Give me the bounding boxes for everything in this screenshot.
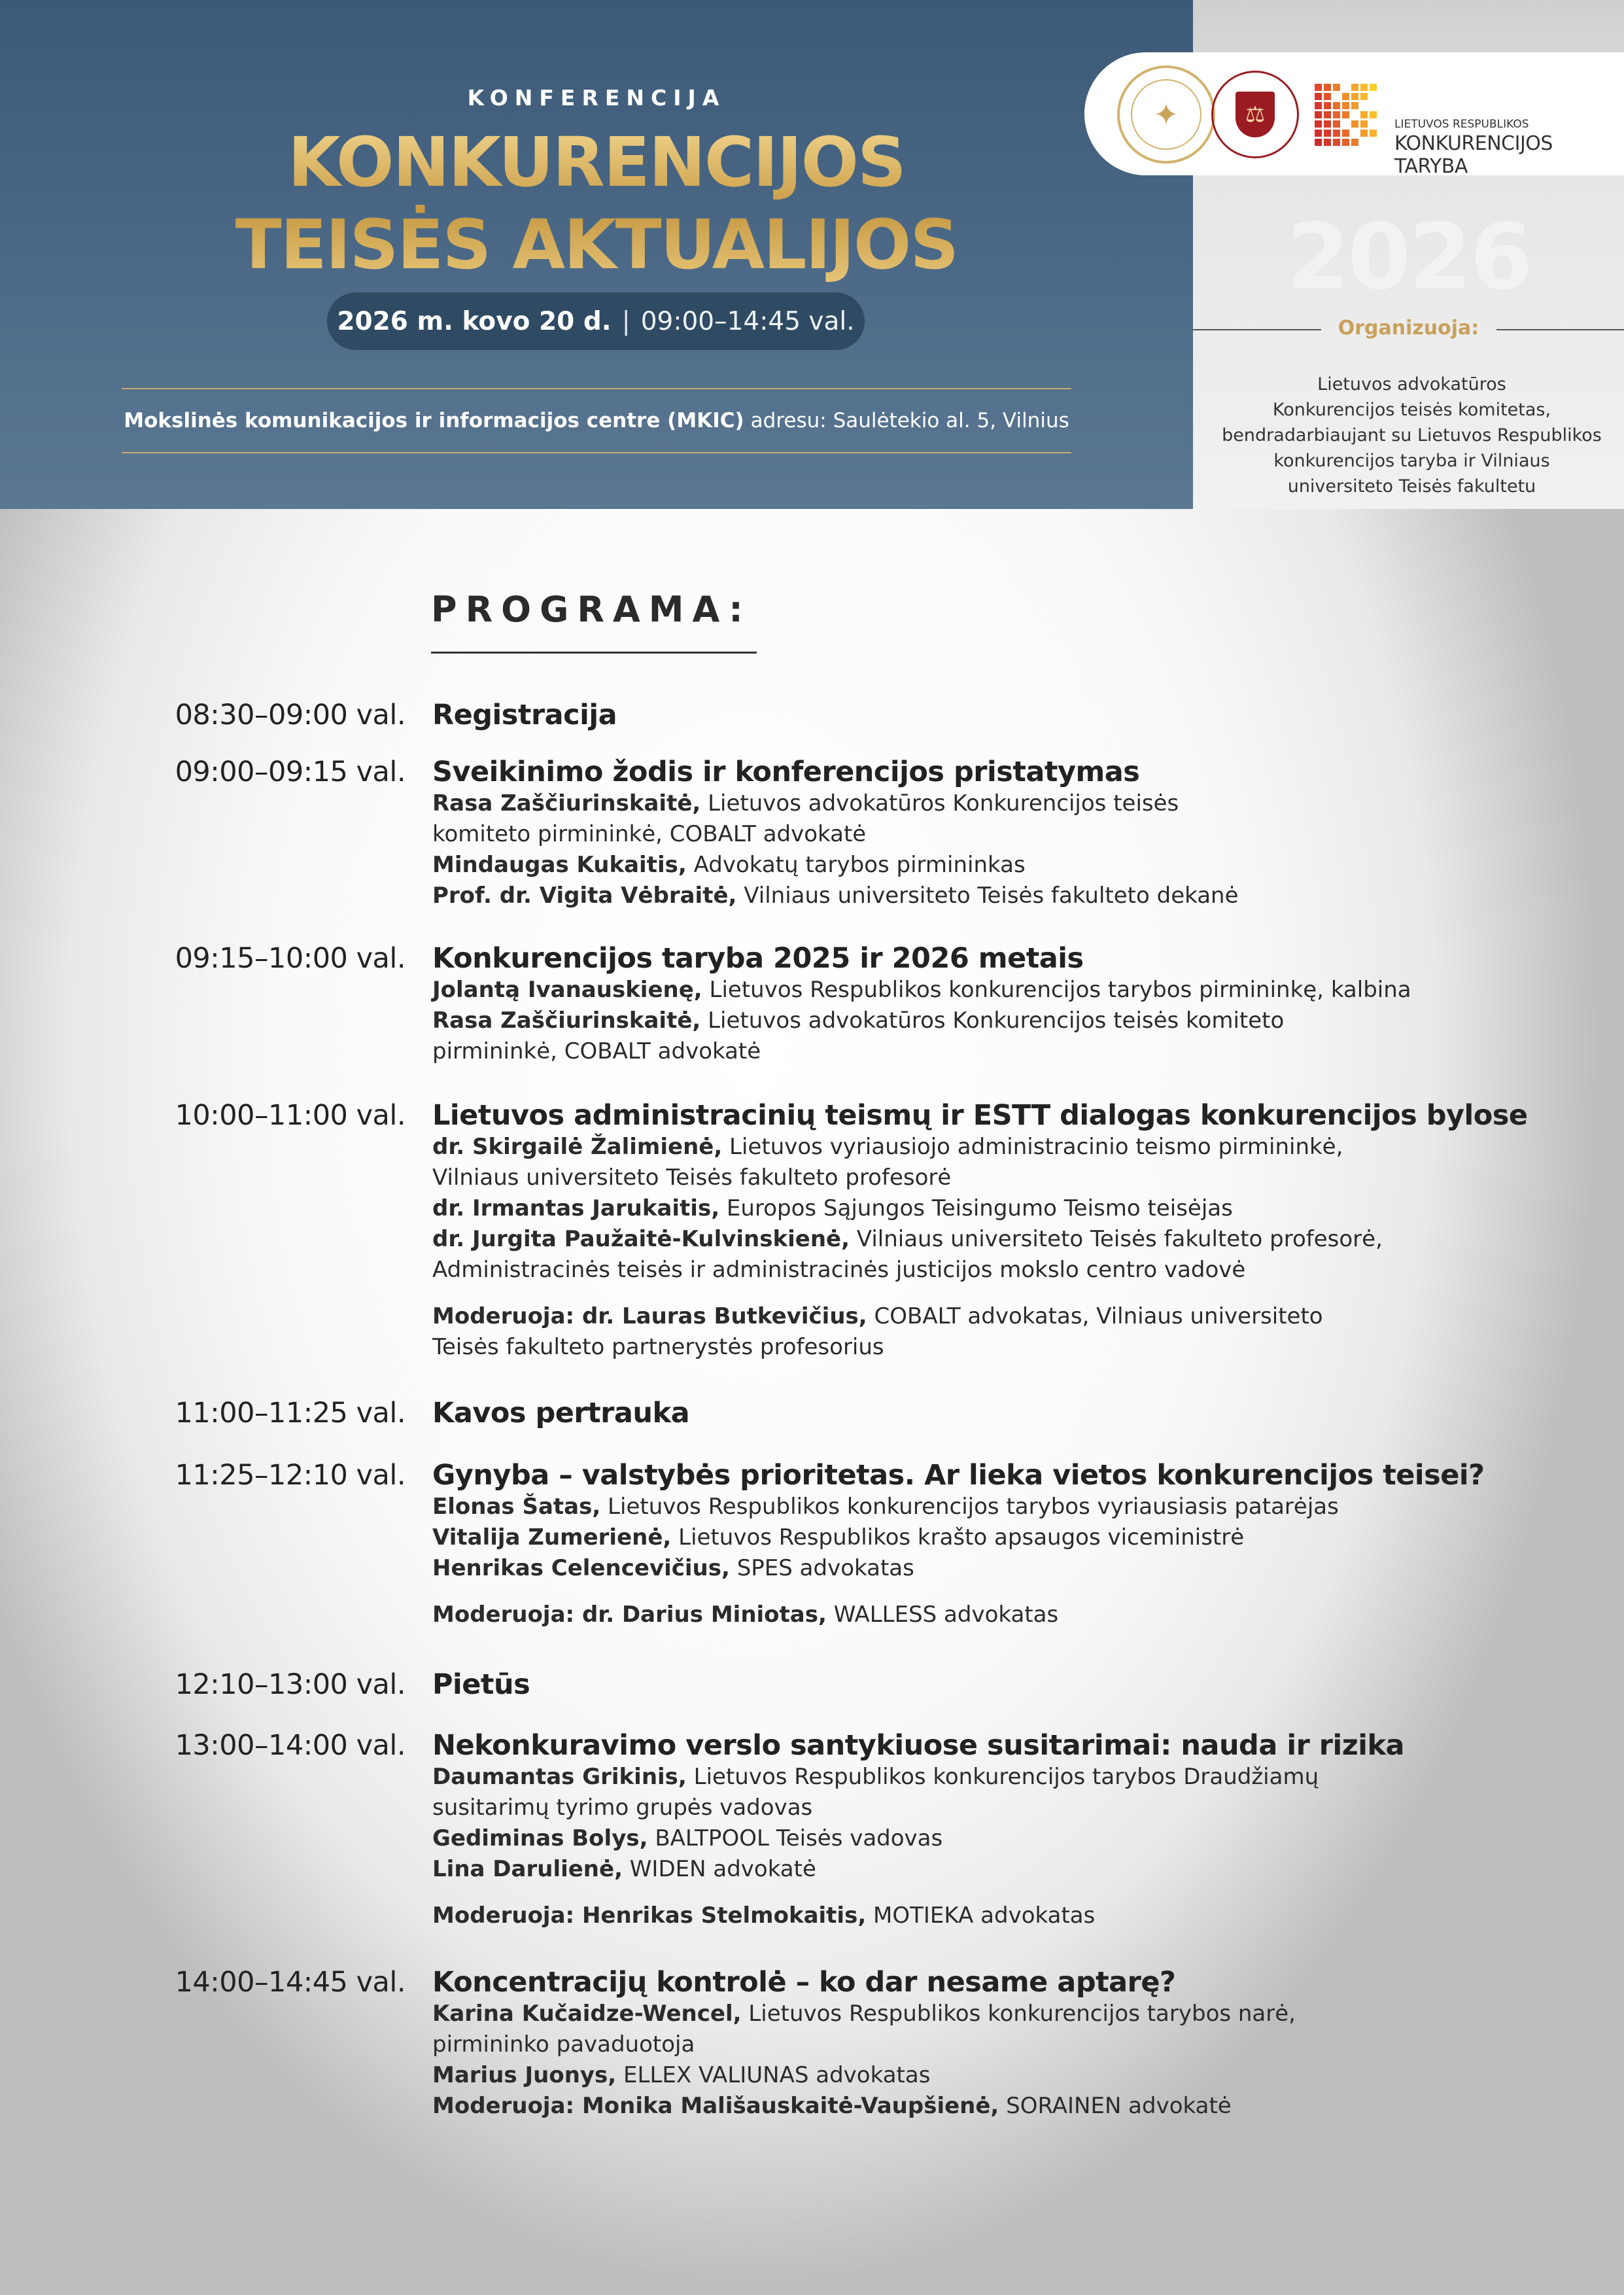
program-body <box>432 942 1512 1067</box>
date-pill <box>327 292 865 350</box>
program-topic: Lietuvos administracinių teismų ir ESTT dialogas konkurencijos bylose <box>432 1099 1528 1132</box>
speaker-line <box>432 1999 1512 2029</box>
speaker-line <box>432 1762 1512 1793</box>
speaker-description: Lietuvos advokatūros Konkurencijos teisės komiteto <box>700 1007 1285 1034</box>
speaker-line <box>432 1224 1512 1255</box>
speaker-name: Marius Juonys, <box>432 2062 617 2088</box>
speaker-line <box>432 975 1512 1006</box>
program-time: 09:00–09:15 val. <box>175 756 406 788</box>
speaker-line <box>432 819 1512 850</box>
organizer-line: Konkurencijos teisės komitetas, <box>1272 400 1551 420</box>
speaker-name: Gediminas Bolys, <box>432 1825 648 1851</box>
speaker-description: Lietuvos Respublikos konkurencijos tarybos Draudžiamų <box>686 1764 1319 1790</box>
konkurencijos-taryba-logo-text <box>1394 118 1624 178</box>
program-time: 14:00–14:45 val. <box>175 1966 406 1999</box>
speaker-line <box>432 788 1512 819</box>
venue-name: Mokslinės komunikacijos ir informacijos centre (MKIC) <box>124 409 744 432</box>
venue-address: adresu: Saulėtekio al. 5, Vilnius <box>750 409 1069 432</box>
speaker-line <box>432 850 1512 881</box>
speaker-description: pirmininko pavaduotoja <box>432 2031 695 2058</box>
date-separator: | <box>621 306 631 336</box>
speaker-name: Lina Darulienė, <box>432 1856 623 1882</box>
organizer-line: bendradarbiaujant su Lietuvos Respublikos <box>1222 425 1602 446</box>
kt-logo-big: KONKURENCIJOS TARYBA <box>1394 132 1553 178</box>
speaker-description: Lietuvos Respublikos konkurencijos tarybos vyriausiasis patarėjas <box>600 1494 1339 1520</box>
program-topic: Pietūs <box>432 1668 530 1701</box>
speaker-name: Moderuoja: Monika Mališauskaitė-Vaupšienė, <box>432 2093 999 2119</box>
speaker-line <box>432 2091 1512 2122</box>
program-time: 10:00–11:00 val. <box>175 1099 406 1132</box>
speaker-description: Advokatų tarybos pirmininkas <box>686 852 1026 878</box>
speaker-line <box>432 881 1512 911</box>
program-body <box>432 1397 1512 1429</box>
konkurencijos-taryba-mosaic-icon <box>1315 84 1383 152</box>
program-time: 09:15–10:00 val. <box>175 942 406 975</box>
speaker-line <box>432 1793 1512 1823</box>
speaker-line <box>432 1255 1512 1286</box>
speaker-line <box>432 1163 1512 1193</box>
speaker-description: Teisės fakulteto partnerystės profesorius <box>432 1334 884 1360</box>
organizer-text <box>1200 372 1624 499</box>
program-time: 08:30–09:00 val. <box>175 699 406 731</box>
speaker-description: pirmininkė, COBALT advokatė <box>432 1038 761 1064</box>
speaker-description: WALLESS advokatas <box>826 1602 1059 1628</box>
program-topic: Nekonkuravimo verslo santykiuose susitarimai: nauda ir rizika <box>432 1729 1405 1762</box>
speaker-name: Moderuoja: dr. Darius Miniotas, <box>432 1602 827 1628</box>
event-time: 09:00–14:45 val. <box>640 306 855 336</box>
program-title-rule <box>431 652 757 654</box>
program-topic: Registracija <box>432 699 617 731</box>
speaker-description: Lietuvos Respublikos konkurencijos tarybos narė, <box>741 2001 1296 2027</box>
program-title: PROGRAMA: <box>431 589 752 630</box>
speaker-name: Rasa Zaščiurinskaitė, <box>432 790 701 816</box>
speaker-name: Mindaugas Kukaitis, <box>432 852 687 878</box>
speaker-name: Rasa Zaščiurinskaitė, <box>432 1007 701 1034</box>
speaker-description: ELLEX VALIUNAS advokatas <box>616 2062 931 2088</box>
program-topic: Kavos pertrauka <box>432 1397 690 1429</box>
speaker-description: Vilniaus universiteto Teisės fakulteto profesorė, <box>850 1226 1383 1252</box>
program-topic: Konkurencijos taryba 2025 ir 2026 metais <box>432 942 1084 975</box>
program-body <box>432 1459 1512 1630</box>
speaker-name: Daumantas Grikinis, <box>432 1764 687 1790</box>
event-date: 2026 m. kovo 20 d. <box>337 306 612 336</box>
organizer-label: Organizuoja: <box>1338 317 1479 340</box>
speaker-line <box>432 2060 1512 2091</box>
speaker-line <box>432 1006 1512 1036</box>
program-time: 11:25–12:10 val. <box>175 1459 406 1492</box>
moderator-line <box>432 1901 1512 1931</box>
organizer-line: universiteto Teisės fakultetu <box>1287 476 1536 497</box>
program-body <box>432 1668 1512 1701</box>
program-body <box>432 1966 1512 2122</box>
program-body <box>432 756 1512 911</box>
vu-teises-fakultetas-seal-icon: ⚖ <box>1211 71 1299 158</box>
speaker-name: Henrikas Celencevičius, <box>432 1555 730 1581</box>
speaker-description: MOTIEKA advokatas <box>866 1902 1096 1929</box>
program-time: 11:00–11:25 val. <box>175 1397 406 1429</box>
speaker-description: Vilniaus universiteto Teisės fakulteto dekanė <box>736 883 1239 909</box>
speaker-description: komiteto pirmininkė, COBALT advokatė <box>432 821 867 847</box>
title-line-1: KONKURENCIJOS <box>288 122 905 202</box>
moderator-line <box>432 1301 1512 1332</box>
moderator-line <box>432 1332 1512 1363</box>
speaker-line <box>432 1823 1512 1854</box>
speaker-line <box>432 2029 1512 2060</box>
speaker-line <box>432 1193 1512 1224</box>
speaker-name: dr. Irmantas Jarukaitis, <box>432 1195 720 1221</box>
speaker-description: Lietuvos Respublikos konkurencijos tarybos pirmininkę, kalbina <box>702 977 1411 1003</box>
moderator-line <box>432 1600 1512 1630</box>
speaker-description: BALTPOOL Teisės vadovas <box>648 1825 943 1851</box>
title-line-2: TEISĖS AKTUALIJOS <box>235 205 958 285</box>
speaker-name: Moderuoja: dr. Lauras Butkevičius, <box>432 1303 867 1329</box>
program-topic: Koncentracijų kontrolė – ko dar nesame aptarę? <box>432 1966 1176 1999</box>
speaker-name: Karina Kučaidze-Wencel, <box>432 2001 742 2027</box>
program-body <box>432 699 1512 731</box>
venue-line <box>122 388 1071 453</box>
organizer-line: Lietuvos advokatūros <box>1317 374 1506 394</box>
speaker-line <box>432 1036 1512 1067</box>
speaker-name: Vitalija Zumerienė, <box>432 1524 672 1550</box>
speaker-name: Prof. dr. Vigita Vėbraitė, <box>432 883 737 909</box>
speaker-line <box>432 1553 1512 1584</box>
speaker-line <box>432 1522 1512 1553</box>
speaker-description: Lietuvos vyriausiojo administracinio teismo pirmininkė, <box>722 1134 1343 1160</box>
speaker-description: Vilniaus universiteto Teisės fakulteto profesorė <box>432 1165 952 1191</box>
conference-title <box>0 121 1193 286</box>
event-year: 2026 <box>1286 204 1531 311</box>
speaker-description: SORAINEN advokatė <box>999 2093 1232 2119</box>
conference-kicker: KONFERENCIJA <box>467 85 726 111</box>
speaker-description: SPES advokatas <box>729 1555 914 1581</box>
speaker-line <box>432 1132 1512 1163</box>
speaker-name: dr. Skirgailė Žalimienė, <box>432 1134 723 1160</box>
speaker-description: WIDEN advokatė <box>623 1856 816 1882</box>
lietuvos-advokatura-seal-icon: ✦ <box>1117 65 1215 164</box>
program-topic: Sveikinimo žodis ir konferencijos pristatymas <box>432 756 1140 788</box>
program-time: 13:00–14:00 val. <box>175 1729 406 1762</box>
speaker-description: Administracinės teisės ir administracinės justicijos mokslo centro vadovė <box>432 1257 1246 1283</box>
organizer-line: konkurencijos taryba ir Vilniaus <box>1273 451 1550 471</box>
speaker-description: COBALT advokatas, Vilniaus universiteto <box>867 1303 1323 1329</box>
kt-logo-small: LIETUVOS RESPUBLIKOS <box>1394 118 1529 131</box>
speaker-description: Lietuvos Respublikos krašto apsaugos viceministrė <box>671 1524 1245 1550</box>
speaker-line <box>432 1492 1512 1522</box>
speaker-description: susitarimų tyrimo grupės vadovas <box>432 1795 813 1821</box>
program-topic: Gynyba – valstybės prioritetas. Ar lieka vietos konkurencijos teisei? <box>432 1459 1485 1492</box>
program-body <box>432 1729 1512 1931</box>
speaker-line <box>432 1854 1512 1885</box>
speaker-description: Europos Sąjungos Teisingumo Teismo teisėjas <box>719 1195 1233 1221</box>
speaker-description: Lietuvos advokatūros Konkurencijos teisės <box>700 790 1179 816</box>
speaker-name: Moderuoja: Henrikas Stelmokaitis, <box>432 1902 867 1929</box>
program-time: 12:10–13:00 val. <box>175 1668 406 1701</box>
program-body <box>432 1099 1528 1363</box>
speaker-name: dr. Jurgita Paužaitė-Kulvinskienė, <box>432 1226 850 1252</box>
speaker-name: Jolantą Ivanauskienę, <box>432 977 702 1003</box>
speaker-name: Elonas Šatas, <box>432 1494 601 1520</box>
